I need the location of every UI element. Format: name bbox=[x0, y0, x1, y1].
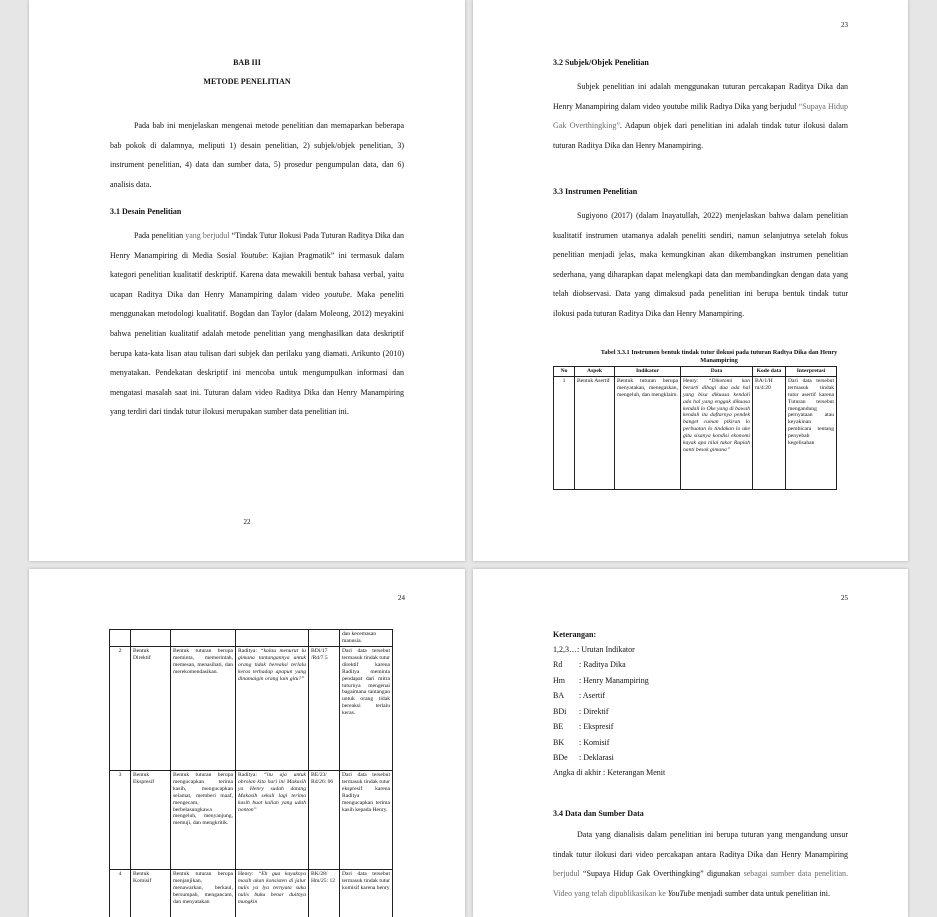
cell-empty bbox=[110, 630, 131, 647]
cell-indikator: Bentuk tuturan berupa menjanjikan, menawarkan, berkaul, bersumpah, mengancam, dan menyatakan bbox=[171, 870, 236, 917]
cell-no: 3 bbox=[110, 771, 131, 870]
cell-empty bbox=[309, 630, 340, 647]
cell-empty bbox=[236, 630, 309, 647]
cell-kode: BDi/17 /Rd/7.5 bbox=[309, 647, 340, 771]
cell-aspek: Bentuk Asertif bbox=[575, 376, 615, 489]
legend-title: Keterangan: bbox=[553, 630, 597, 639]
table-header-row bbox=[554, 367, 837, 377]
data-text: Data yang dianalisis dalam penelitian ini berupa tuturan yang mengandung unsur tindak tutur ilokusi dari video percakapan antara Raditya Dika dan Henry Manampiring bbox=[553, 830, 848, 859]
page-number: 24 bbox=[398, 594, 405, 602]
document-page-22 bbox=[29, 0, 465, 561]
cell-interpretasi: dan kecemasan manusia. bbox=[340, 630, 393, 647]
data-text: sebagai sumber data penelitian. Video yang telah dipublikasikan ke bbox=[553, 869, 848, 898]
table-row bbox=[110, 870, 393, 917]
legend-last: Angka di akhir : Keterangan Menit bbox=[553, 768, 666, 777]
legend-value: : Deklarasi bbox=[579, 753, 614, 762]
subjek-text: “Supaya Hidup Gak Overthingking” bbox=[553, 101, 848, 131]
legend-item bbox=[553, 722, 613, 731]
design-text: yang berjudul bbox=[185, 231, 230, 240]
cell-no: 2 bbox=[110, 647, 131, 771]
cell-data bbox=[681, 376, 753, 489]
col-header-kode: Kode data bbox=[753, 367, 786, 377]
cell-indikator: Bentuk tuturan berupa mengucapkan terima kasih, mengucapkan selamat, memberi maaf, mengecam, berbelasungkawa mengeluh, menyanjung, memuji, dan mengkritik. bbox=[171, 771, 236, 870]
legend-key: BDe bbox=[553, 753, 568, 762]
legend-value: : Komisif bbox=[579, 738, 610, 747]
intro-paragraph: Pada bab ini menjelaskan mengenai metode penelitian dan memaparkan beberapa bab pokok di dalamnya, meliputi 1) desain penelitian, 2) subjek/objek penelitian, 3) instrument penelitian, 4) data dan sumber data, 5) prosedur pengumpulan data, dan 6) analisis data. bbox=[110, 121, 404, 189]
legend-key: BE bbox=[553, 722, 564, 731]
page-number: 23 bbox=[841, 21, 848, 29]
cell-no: 4 bbox=[110, 870, 131, 917]
legend-item bbox=[553, 691, 605, 700]
data-speaker: Raditya: bbox=[238, 648, 257, 654]
legend-item bbox=[553, 660, 626, 669]
section-heading-3-3: 3.3 Instrumen Penelitian bbox=[553, 187, 638, 196]
design-text: : Kajian Pragmatik” ini termasuk dalam kategori penelitian kualitatif deskriptif. Karena data mewakili bentuk bahasa verbal, yaitu ucapan Raditya Dika dan Henry Manampiring dalam video bbox=[110, 250, 405, 299]
data-quote: “itu aja untuk obrolan kita hari ini Makasih ya Henry sudah datang Makasih sekali lagi terima kasih buat kalian yang udah nonton” bbox=[238, 772, 307, 813]
page-number: 25 bbox=[841, 594, 848, 602]
data-paragraph bbox=[553, 825, 848, 903]
design-text: Pada penelitian bbox=[134, 231, 184, 240]
instrumen-paragraph: Sugiyono (2017) (dalam Inayatullah, 2022) menjelaskan bahwa dalam penelitian kualitatif instrumen utamanya adalah peneliti sendiri, namun selanjutnya setelah fokus penelitian menjadi jelas, maka kemungkinan akan dikembangkan instrumen penelitian sederhana, yang diharapkan dapat melengkapi data dan membandingkan dengan data yang telah diobservasi. Data yang dimaksud pada penelitian ini berupa bentuk tindak tutur ilokusi pada tuturan Raditya Dika dan Henry Manampiring. bbox=[553, 211, 848, 318]
chapter-label: BAB III bbox=[233, 58, 261, 67]
design-text: “Tindak Tutur Ilokusi Pada Tuturan Raditya Dika dan Henry Manampiring di Media Sosial bbox=[110, 231, 405, 260]
table-row bbox=[110, 647, 393, 771]
subjek-paragraph bbox=[553, 77, 848, 155]
cell-no: 1 bbox=[554, 376, 575, 489]
data-text: digunakan bbox=[706, 869, 741, 879]
table-caption: Tabel 3.3.1 Instrumen bentuk tindak tutur ilokusi pada tuturan Radtya Dika dan Henry Manampiring bbox=[600, 349, 838, 364]
design-text: youtube bbox=[324, 289, 350, 299]
legend-key: Rd bbox=[553, 660, 563, 669]
legend-value: : Henry Manampiring bbox=[579, 676, 649, 685]
cell-kode: BE/23/ Rd/26: 06 bbox=[309, 771, 340, 870]
cell-data bbox=[236, 870, 309, 917]
cell-aspek: Bentuk Komisif bbox=[131, 870, 171, 917]
legend-value: : Asertif bbox=[579, 691, 605, 700]
cell-indikator: Bentuk tuturan berupa menyatakan, menegaskan, mengeluh, dan mengklaim. bbox=[615, 376, 681, 489]
chapter-title: METODE PENELITIAN bbox=[203, 77, 291, 86]
instrument-table-continued bbox=[109, 629, 393, 917]
legend-item bbox=[553, 738, 609, 747]
legend-key: BK bbox=[553, 738, 565, 747]
instrument-table bbox=[553, 366, 837, 490]
legend-key: BA bbox=[553, 691, 565, 700]
cell-empty bbox=[131, 630, 171, 647]
cell-data bbox=[236, 771, 309, 870]
col-header-indikator: Indikator bbox=[615, 367, 681, 377]
col-header-no: No bbox=[554, 367, 575, 377]
legend-value: : Raditya Dika bbox=[579, 660, 626, 669]
cell-interpretasi: Dari data tersebut termasuk tindak tutur ekspresif karena Raditya mengucapkan terima kasih kepada Henry. bbox=[340, 771, 393, 870]
legend-first: 1,2,3…: Urutan Indikator bbox=[553, 645, 635, 654]
design-text: Youtube bbox=[240, 250, 266, 260]
cell-kode: BA/1/H m/4:20 bbox=[753, 376, 786, 489]
cell-aspek: Bentuk Direktif bbox=[131, 647, 171, 771]
document-page-24 bbox=[29, 569, 465, 917]
section-heading-3-1: 3.1 Desain Penelitian bbox=[110, 207, 182, 216]
col-header-interpretasi: Interpretasi bbox=[786, 367, 837, 377]
table-row bbox=[110, 630, 393, 647]
cell-empty bbox=[171, 630, 236, 647]
document-page-23 bbox=[473, 0, 908, 561]
data-quote: “Eh gua kayaknya masih akan konsisten di jalur nulis ya lya ternyata suka nulis buku benar duitnya mungkin bbox=[238, 871, 306, 905]
legend-value: : Ekspresif bbox=[579, 722, 614, 731]
cell-interpretasi: Dari data tersebut termasuk tindak tutur asertif karena Tuturan tersebut mengandung pernyataan atau keyakinan pembicara tentang penyebab kegelisahan bbox=[786, 376, 837, 489]
cell-interpretasi: Dari data tersebut termasuk tindak tutur komisif karena henry bbox=[340, 870, 393, 917]
data-quote: “kalau menurut lu gimana tantangannya untuk orang tidak bereaksi terlalu keras terhadap apapun yang dinamaigin orang lain gitu?” bbox=[238, 648, 306, 682]
col-header-data: Data bbox=[681, 367, 753, 377]
data-text: berjudul bbox=[553, 869, 580, 879]
subjek-text: Subjek penelitian ini adalah menggunakan tuturan percakapan Raditya Dika dan Henry Manampiring dalam video youtube milik Radtya Dika yang berjudul bbox=[553, 82, 848, 111]
legend-key: BDi bbox=[553, 707, 567, 716]
legend-item bbox=[553, 676, 649, 685]
data-text: “Supaya Hidup Gak Overthingking” bbox=[583, 869, 704, 879]
cell-kode: BK/28/ Hm/25: 12 bbox=[309, 870, 340, 917]
data-speaker: Raditya: bbox=[238, 772, 257, 778]
data-quote: “Dikotomi kan berarti dibagi dua ada hal yang bisa dikuasa kendali ada hal yang enggak dikuasa kendali lo Oke yang di bawah kendali itu daftarnya pendek banget cuman pikiran lo perbuatan lo tindakan lo uke gitu sisanya kondisi ekonomi kayak apa nilai tukar Rupiah nanti besok gimana” bbox=[683, 377, 750, 453]
table-row bbox=[554, 376, 837, 489]
cell-data bbox=[236, 647, 309, 771]
design-text: . Maka peneliti menggunakan metodologi kualitatif. Bogdan dan Taylor (dalam Moleong, 2012) meyakini bahwa penelitian kualitatif adalah metode penelitian yang menghasilkan data deskriptif berupa kata-kata lisan atau tulisan dari subjek dan perilaku yang diamati. Arikunto (2010) menyatakan. Pendekatan deskriptif ini mencoba untuk mengumpulkan informasi dan mengatasi masalah saat ini. Tuturan dalam video Raditya Dika dan Henry Manampiring yang terdiri dari tindak tutur ilokusi merupakan sumber data penelitian ini. bbox=[110, 289, 404, 417]
legend-value: : Direktif bbox=[579, 707, 609, 716]
table-row bbox=[110, 771, 393, 870]
section-heading-3-2: 3.2 Subjek/Objek Penelitian bbox=[553, 58, 649, 67]
data-speaker: Henry: bbox=[683, 377, 699, 384]
data-speaker: Henry: bbox=[238, 871, 254, 877]
design-paragraph bbox=[110, 226, 404, 422]
cell-aspek: Bentuk Ekspresif bbox=[131, 771, 171, 870]
page-number: 22 bbox=[243, 518, 251, 526]
col-header-aspek: Aspek bbox=[575, 367, 615, 377]
subjek-text: . Adapun objek dari penelitian ini adalah tindak tutur ilokusi dalam tuturan Raditya Dika dan Henry Manampiring. bbox=[553, 121, 848, 150]
document-page-25 bbox=[473, 569, 908, 917]
cell-interpretasi: Dari data tersebut termasuk tindak tutur direktif karena Raditya meminta pendapat dari mitra tuturnya mengenai bagaimana tantangan untuk orang tidak bereaksi terlalu keras. bbox=[340, 647, 393, 771]
legend-item bbox=[553, 707, 609, 716]
legend-item bbox=[553, 753, 614, 762]
legend-key: Hm bbox=[553, 676, 565, 685]
data-text: YouTube bbox=[667, 888, 696, 898]
cell-indikator: Bentuk tuturan berupa meminta, memerintah, memesan, menasihati, dan merekomendasikan. bbox=[171, 647, 236, 771]
data-text: menjadi sumber data untuk penelitian ini. bbox=[697, 888, 830, 898]
section-heading-3-4: 3.4 Data dan Sumber Data bbox=[553, 809, 644, 818]
